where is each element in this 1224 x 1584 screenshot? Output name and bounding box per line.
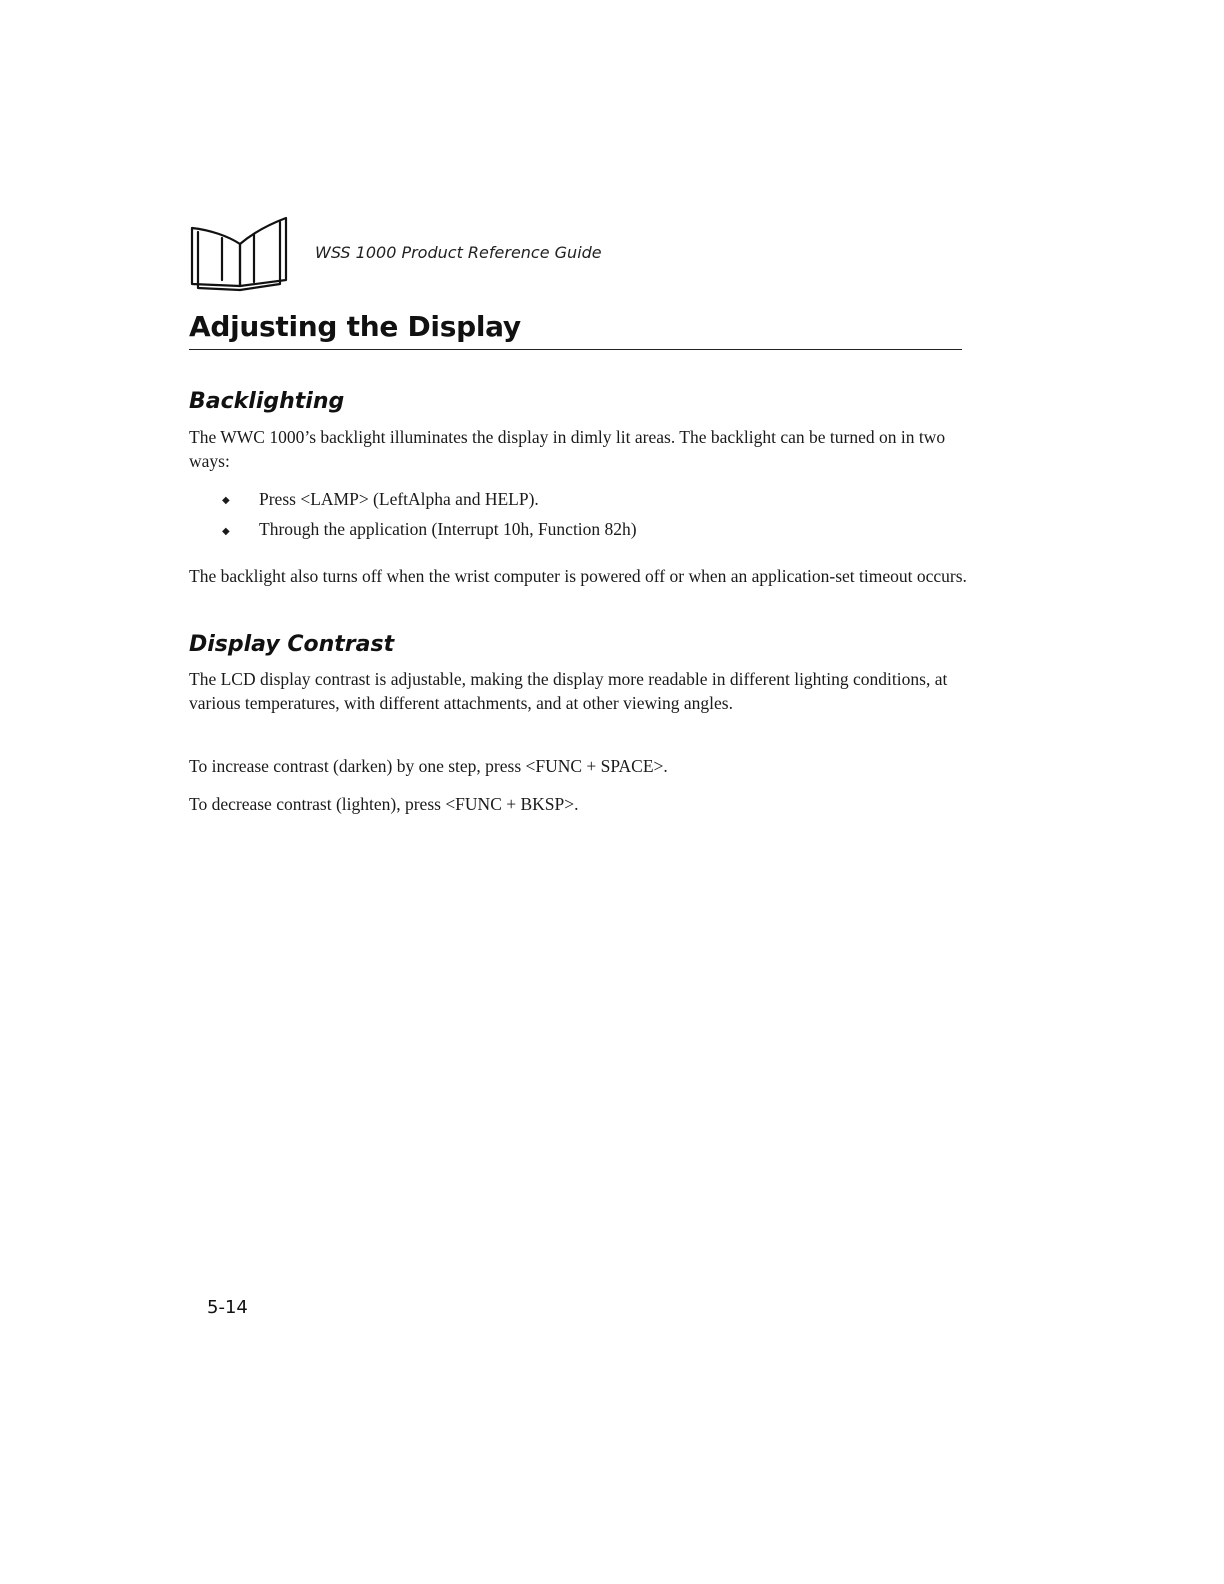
chapter-title: Adjusting the Display (189, 310, 521, 343)
list-item-text: Press <LAMP> (LeftAlpha and HELP). (259, 489, 539, 509)
list-item (222, 515, 637, 545)
bullet-diamond-icon: ◆ (222, 525, 230, 537)
open-book-icon (188, 214, 292, 292)
backlighting-intro: The WWC 1000’s backlight illuminates the display in dimly lit areas. The backlight can be turned on in two ways: (189, 427, 946, 471)
backlighting-outro: The backlight also turns off when the wrist computer is powered off or when an application-set timeout occurs. (189, 566, 967, 586)
section-heading-backlighting: Backlighting (189, 389, 345, 414)
bullet-diamond-icon: ◆ (222, 495, 230, 507)
contrast-increase-instruction: To increase contrast (darken) by one step, press <FUNC + SPACE>. (189, 756, 668, 776)
contrast-description: The LCD display contrast is adjustable, making the display more readable in different lighting conditions, at various temperatures, with different attachments, and at other viewing angles. (189, 669, 948, 713)
list-item-text: Through the application (Interrupt 10h, Function 82h) (259, 519, 637, 540)
list-item (222, 485, 637, 515)
title-rule (189, 349, 962, 350)
section-heading-display-contrast: Display Contrast (189, 632, 395, 657)
backlight-methods-list (222, 485, 637, 546)
page-number: 5-14 (207, 1297, 248, 1318)
running-header: WSS 1000 Product Reference Guide (315, 243, 602, 262)
contrast-decrease-instruction: To decrease contrast (lighten), press <FUNC + BKSP>. (189, 794, 579, 814)
